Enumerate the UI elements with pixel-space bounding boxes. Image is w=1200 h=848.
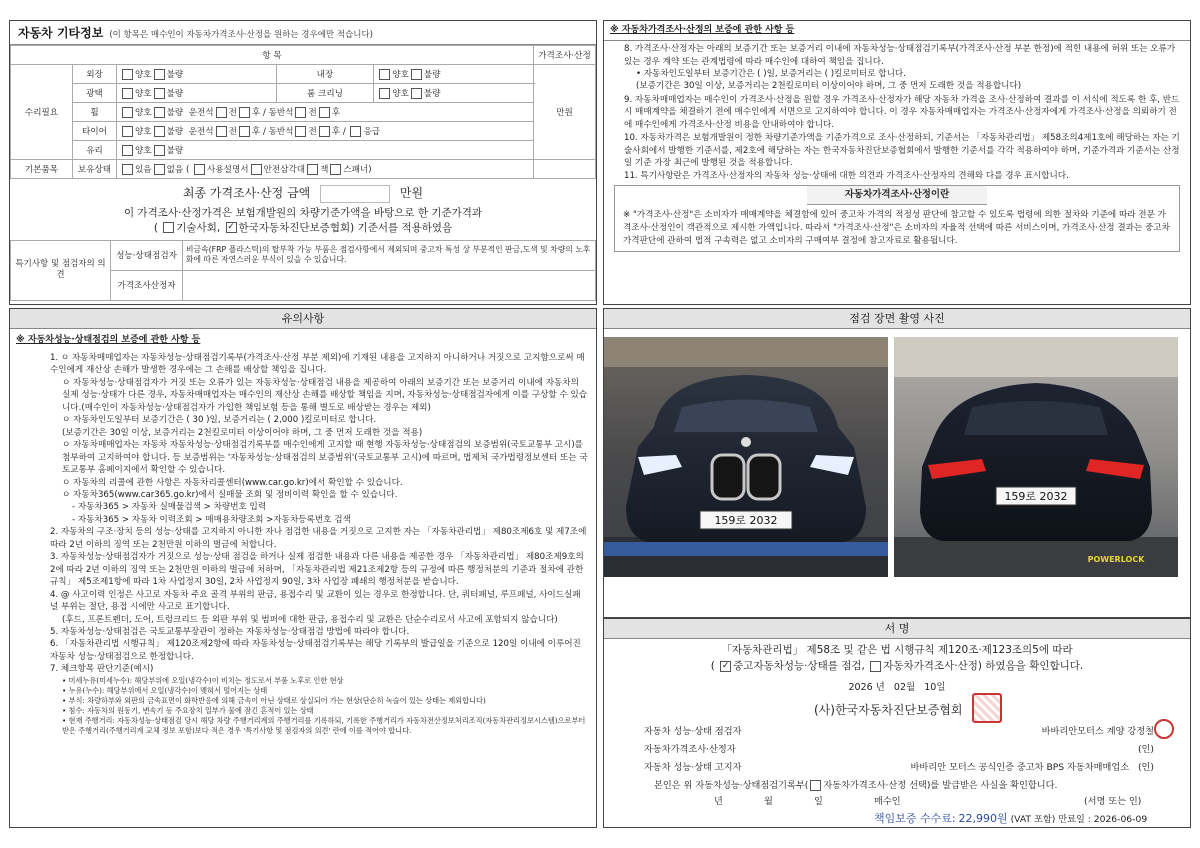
room-good-checkbox[interactable]: [379, 88, 390, 99]
notes-panel: [9, 308, 597, 828]
signature-header: 서 명: [604, 619, 1190, 639]
note-11: 11. 특기사항란은 가격조사·산정자의 자동차 성능·상태에 대한 의견과 가격조사·산정자의 견해와 다를 경우 표시합니다.: [624, 170, 1069, 181]
note-1i: - 자동차365 > 자동차 이력조회 > 매매용차량조회 >자동차등록번호 검색: [72, 514, 351, 525]
no-checkbox[interactable]: [154, 164, 165, 175]
emergency-label: 응급: [363, 127, 381, 137]
triangle-checkbox[interactable]: [251, 164, 262, 175]
note-10: 10. 자동차가격은 보험개발원이 정한 차량기준가액을 기준가격으로 조사·산정하되, 기준서는 「자동차관리법」 제58조의4제1호에 해당하는 자는 기술사회에서 발행한 기준서를, 제2호에 해당하는 자는 한국자동차진단보증협회에서 발행한 기준서를 각각 적용하여야 하며, 기준가격과 기준서는 산정일 기준 가장 최근에 발행된 것을 적용합니다.: [624, 133, 1180, 169]
ymd-day: 일: [814, 796, 823, 807]
polish-bad-checkbox[interactable]: [154, 88, 165, 99]
tire-bad-checkbox[interactable]: [154, 126, 165, 137]
fee-value: 22,990원: [958, 812, 1008, 825]
note-2: 2. 자동차의 구조·장치 등의 성능·상태를 고지하지 아니한 자나 점검한 내용을 거짓으로 고지한 자는 「자동차관리법」 제80조제6호 및 제7조에 따라 2년 이하의 징역 또는 2천만원 이하의 벌금에 처합니다.: [50, 527, 587, 550]
row-polish: 광택: [73, 84, 117, 103]
tire-driver-front-checkbox[interactable]: [216, 126, 227, 137]
note-4b: (후드, 프론트펜더, 도어, 트렁크리드 등 외판 부위 및 범퍼에 대한 판금, 용접수리 및 교환은 단순수리로서 사고에 포함되지 않습니다): [62, 614, 558, 625]
row-interior: 내장: [276, 65, 374, 84]
front-label: 전: [228, 127, 237, 137]
opt-label: 양호: [135, 108, 152, 118]
unit-label: 만원: [534, 65, 596, 160]
r1-value: 바바리안모터스 계양 강정철: [1041, 726, 1154, 737]
opt-label: 불량: [166, 146, 184, 156]
buyer-label: 매수인: [874, 796, 901, 807]
jack-label: 잭: [320, 165, 329, 175]
rear-label: 후: [331, 127, 341, 137]
interior-bad-checkbox[interactable]: [411, 69, 422, 80]
price-inspector-value[interactable]: [183, 270, 596, 300]
polish-good-checkbox[interactable]: [122, 88, 133, 99]
tire-emergency-checkbox[interactable]: [350, 126, 361, 137]
manual-checkbox[interactable]: [194, 164, 205, 175]
yes-checkbox[interactable]: [122, 164, 133, 175]
front-car-image: [604, 337, 888, 577]
fee-note: (VAT 포함): [1010, 814, 1056, 825]
basis-text: 이 가격조사·산정가격은 보험개발원의 차량기준가액을 바탕으로 한 기준가격과 ( 기술사회, ✓ 한국자동차진단보증협회) 기준서를 적용하였음: [10, 206, 596, 236]
col-item: 항 목: [11, 46, 534, 65]
vehicle-info-title: 자동차 기타정보: [18, 26, 104, 40]
note-7a: • 미세누유(미세누수): 해당부위에 오일(냉각수)이 비치는 정도로서 부품 노후로 인한 현상: [62, 675, 344, 685]
wheel-driver-front-checkbox[interactable]: [216, 107, 227, 118]
vehicle-info-subtitle: (이 항목은 매수인이 자동차가격조사·산정을 원하는 경우에만 적습니다): [109, 30, 373, 40]
final-price-unit: 만원: [399, 186, 424, 200]
special-table: [10, 240, 596, 301]
note-3: 3. 자동차성능·상태점검자가 거짓으로 성능·상태 점검을 하거나 실제 점검한 내용과 다른 내용을 제공한 경우 「자동차관리법」 제80조제9호의2에 따라 2년 이하의 징역 또는 2천만원 이하의 벌금에 처하며, 「자동차관리법 제21조제2항 등의 규정에 따른 행정처분의 기준과 절차에 관한 규칙」 제5조제1항에 따라 1차 사업정지 30일, 2차 사업정지 90일, 3차 사업장 폐쇄의 행정처분을 받습니다.: [50, 552, 584, 588]
tech-society-checkbox[interactable]: [163, 222, 174, 233]
date-day: 10일: [924, 682, 946, 693]
final-price-row: [10, 179, 596, 206]
opt-label: 불량: [166, 108, 184, 118]
glass-good-checkbox[interactable]: [122, 145, 133, 156]
opt-label: 불량: [166, 89, 184, 99]
sign-rows: [644, 723, 1184, 777]
opt-label: 불량: [166, 70, 184, 80]
row-glass: 유리: [73, 141, 117, 160]
note-5: 5. 자동차성능·상태점검은 국토교통부장관이 정하는 자동차성능·상태점검 방법에 따라야 합니다.: [50, 626, 410, 637]
sign-line2b: 자동차가격조사·산정) 하였음을 확인합니다.: [883, 660, 1084, 672]
yes-label: 있음: [135, 165, 152, 175]
sign-statement: 「자동차관리법」 제58조 및 같은 법 시행규칙 제120조·제123조의5에 따라 ( ✓ 중고자동차성능·상태를 점검, 자동차가격조사·산정) 하였음을 확인합니다.: [604, 639, 1190, 674]
price-inspector-label: 가격조사산정자: [111, 270, 183, 300]
note-1d: (보증기간은 30일 이상, 보증거리는 2천킬로미터 이상이어야 하며, 그 중 먼저 도래한 것을 적용): [62, 427, 423, 438]
buyer-sign[interactable]: (서명 또는 인): [1084, 796, 1142, 807]
tire-pass-rear-checkbox[interactable]: [319, 126, 330, 137]
rear-label: 후: [251, 127, 261, 137]
price-definition-box: [614, 185, 1180, 252]
row-room-clean: 룸 크리닝: [276, 84, 374, 103]
note-1c: ㅇ 자동차인도일부터 보증기간은 ( 30 )일, 보증거리는 ( 2,000 )킬로미터로 합니다.: [62, 415, 377, 426]
triangle-label: 안전삼각대: [263, 165, 306, 175]
photos-header: 점검 장면 촬영 사진: [604, 309, 1190, 329]
exterior-good-checkbox[interactable]: [122, 69, 133, 80]
basis-kadia: 한국자동차진단보증협회: [238, 221, 351, 234]
notes-section: ※ 자동차성능·상태점검의 보증에 관한 사항 등: [16, 335, 201, 345]
front-photo: [604, 337, 888, 577]
r3-label: 자동차 성능·상태 고지자: [644, 762, 742, 773]
photos-panel: [603, 308, 1191, 618]
r3-value: 바바리안 모터스 공식인증 중고차 BPS 자동차매매업소: [910, 762, 1130, 773]
vehicle-info-header: [10, 21, 596, 45]
notes-header: 유의사항: [10, 309, 596, 329]
note-8: 8. 가격조사·산정자는 아래의 보증기간 또는 보증거리 이내에 자동차성능·상태점검기록부(가격조사·산정 부분 한정)에 적힌 내용에 허위 또는 오류가 있는 경우 계약 또는 관계법령에 따라 매수인에 대하여 책임을 집니다.: [624, 44, 1176, 67]
expire-date: 만료일 : 2026-06-09: [1058, 814, 1148, 825]
tire-good-checkbox[interactable]: [122, 126, 133, 137]
note-1g: ㅇ 자동차365(www.car365.go.kr)에서 실매물 조회 및 정비이력 확인을 할 수 있습니다.: [62, 489, 398, 500]
confirm-row: [654, 777, 1057, 791]
r2-label: 자동차가격조사·산정자: [644, 744, 736, 755]
wheel-bad-checkbox[interactable]: [154, 107, 165, 118]
manual-label: 사용설명서: [207, 165, 249, 175]
basis-tech: 기술사회: [176, 221, 217, 234]
opt-label: 양호: [392, 70, 409, 80]
vehicle-info-table: 항 목 가격조사·산정 수리필요 외장 양호 불량 내장 양호 불량 만원 광택 양호 불량 룸 크리닝 양호 불량 휠 양호 불량 운전석 전 후 / 동반석 전 후 타이어 양호 불량 운전석 전 후 / 동반석 전 후 / 응급 유리 양호 불량 기본품목 보유상태 있음 없음 ( 사용설명서 안전삼각대 잭 스패너): [10, 45, 596, 179]
price-check-checkbox[interactable]: [870, 661, 881, 672]
col-price: 가격조사·산정: [534, 46, 596, 65]
vehicle-info-panel: [9, 20, 597, 305]
note-4: 4. @ 사고이력 인정은 사고로 자동차 주요 골격 부위의 판금, 용접수리 및 교환이 있는 경우로 한정합니다. 단, 쿼터패널, 루프패널, 사이드실패널 부위는 절단, 용접 시에만 사고로 표기합니다.: [50, 589, 581, 613]
glass-bad-checkbox[interactable]: [154, 145, 165, 156]
final-price-label: 최종 가격조사·산정 금액: [182, 186, 311, 200]
notes-list: [10, 348, 596, 736]
note-8a: • 자동차인도일부터 보증기간은 ( )일, 보증거리는 ( )킬로미터로 합니다.: [636, 68, 906, 79]
opt-label: 양호: [135, 127, 152, 137]
kadia-checkbox[interactable]: ✓: [227, 222, 235, 232]
note-7c: • 부식: 차량하부와 외판의 금속표면이 화학반응에 의해 금속이 아닌 상태로 상실되어 가는 현상(단순히 녹슬어 있는 상태는 제외합니다): [62, 695, 486, 705]
ymd-year: 년: [714, 796, 723, 807]
wheel-good-checkbox[interactable]: [122, 107, 133, 118]
date-year: 2026 년: [848, 682, 885, 693]
driver-label: 운전석: [188, 108, 214, 118]
passenger-label: 동반석: [268, 108, 294, 118]
jack-checkbox[interactable]: [307, 164, 318, 175]
opt-label: 불량: [423, 89, 441, 99]
no-label: 없음: [166, 165, 184, 175]
powerlock-sign: POWERLOCK: [1087, 555, 1145, 564]
opt-label: 양호: [135, 70, 152, 80]
wheel-pass-rear-checkbox[interactable]: [319, 107, 330, 118]
front-plate-text: 159로 2032: [714, 514, 778, 527]
price-definition-text: ※ "가격조사·산정"은 소비자가 매매계약을 체결함에 있어 중고차 가격의 적정성 판단에 참고할 수 있도록 법령에 의한 절차와 기준에 따라 전문 가격조사·산정인이 객관적으로 제시한 가액입니다. 따라서 "가격조사·산정"은 소비자의 자율적 선택에 따른 서비스이며, 가격조사·산정 결과는 중고차 가격판단에 관하여 법적 구속력은 없고 소비자의 구매여부 결정에 참고자료로 활용됩니다.: [623, 209, 1170, 246]
driver-label: 운전석: [188, 127, 214, 137]
rear-plate-text: 159로 2032: [1004, 490, 1068, 503]
confirm-text-b: 자동차가격조사·산정 선택)를 발급받은 사실을 확인합니다.: [823, 780, 1058, 791]
spanner-checkbox[interactable]: [330, 164, 341, 175]
inspector-label: 성능·상태점검자: [111, 240, 183, 270]
r3-seal: (인): [1137, 762, 1154, 773]
wheel-driver-rear-checkbox[interactable]: [239, 107, 250, 118]
association-name: (사)한국자동차진단보증협회: [814, 703, 963, 717]
buyer-row: [714, 793, 1174, 807]
date-month: 02월: [893, 682, 916, 693]
basis-line1: 이 가격조사·산정가격은 보험개발원의 차량기준가액을 바탕으로 한 기준가격과: [123, 206, 483, 219]
opt-label: 양호: [135, 146, 152, 156]
signature-panel: [603, 618, 1191, 828]
note-9: 9. 자동차매매업자는 매수인이 가격조사·산정을 원할 경우 가격조사·산정자가 해당 자동차 가격을 조사·산정하여 결과를 이 서식에 적도록 한 후, 반드시 매매계약을 체결하기 전에 매수인에게 서면으로 고지하여야 합니다. 이 경우 자동차매매업자는 가격조사·산정자에게 가격조사·산정을 의뢰하기 전에 매수인에게 가격조사·산정 비용을 안내하여야 합니다.: [624, 94, 1180, 130]
room-bad-checkbox[interactable]: [411, 88, 422, 99]
inspector-note: 비금속(FRP 플라스틱)의 탈부착 가능 부품은 점검사항에서 제외되며 중고차 특성 상 부분적인 판금,도색 및 차량의 노후화에 따른 자연스러운 부식이 있을 수 있습니다.: [183, 240, 596, 270]
sign-line2a: 중고자동차성능·상태를 점검,: [733, 660, 865, 672]
price-definition-title: 자동차가격조사·산정이란: [807, 186, 987, 205]
price-guarantee-title: ※ 자동차가격조사·산정의 보증에 관한 사항 등: [604, 21, 1190, 41]
tire-driver-rear-checkbox[interactable]: [239, 126, 250, 137]
inspector-seal-icon: [1154, 719, 1174, 739]
note-1h: - 자동차365 > 자동차 실매물검색 > 차량번호 입력: [72, 502, 267, 513]
front-label: 전: [308, 108, 317, 118]
sign-line1: 「자동차관리법」 제58조 및 같은 법 시행규칙 제120조·제123조의5에 따라: [721, 644, 1073, 656]
row-exterior: 외장: [73, 65, 117, 84]
note-6: 6. 「자동차관리법 시행규칙」 제120조제2항에 따라 자동차성능·상태점검기록부는 해당 기록부의 발급일을 기준으로 120일 이내에 이루어진 자동차 성능·상태점검으로 한정합니다.: [50, 639, 581, 662]
exterior-bad-checkbox[interactable]: [154, 69, 165, 80]
note-7e: • 현재 주행거리: 자동차성능·상태점검 당시 해당 차량 주행거리계의 주행거리를 기록하되, 기록한 주행거리가 자동차전산정보처리조직(자동차관리정보시스템)으로부터 받은 주행거리(주행거리계 교체 정보 포함)보다 적은 경우 '특기사항 및 점검자의 의견' 란에 이를 적어야 합니다.: [62, 716, 586, 736]
price-guarantee-panel: [603, 20, 1191, 305]
opt-label: 양호: [135, 89, 152, 99]
perf-check-checkbox[interactable]: ✓: [721, 660, 730, 671]
note-7: 7. 체크항목 판단기준(예시): [50, 664, 154, 675]
row-possession: 보유상태: [73, 160, 117, 179]
special-label: 특기사항 및 점검자의 의견: [11, 240, 111, 300]
r2-value: (인): [1137, 744, 1154, 755]
rear-car-image: [894, 337, 1178, 577]
opt-label: 양호: [392, 89, 409, 99]
wheel-pass-front-checkbox[interactable]: [295, 107, 306, 118]
note-7b: • 누유(누수): 해당부위에서 오일(냉각수)이 맺혀서 떨어지는 상태: [62, 685, 268, 695]
fee-row: [874, 810, 1147, 826]
association-row: [814, 701, 962, 718]
basis-line4: 기준서를 적용하였음: [357, 221, 453, 234]
repair-label: 수리필요: [11, 65, 73, 160]
front-label: 전: [308, 127, 317, 137]
note-8b: (보증기간은 30일 이상, 보증거리는 2천킬로미터 이상이어야 하며, 그 중 먼저 도래한 것을 적용합니다): [636, 81, 1022, 92]
price-guarantee-notes: [604, 41, 1190, 182]
row-tire: 타이어: [73, 122, 117, 141]
association-seal-icon: [972, 693, 1002, 723]
fee-label: 책임보증 수수료:: [874, 812, 956, 825]
note-1f: ㅇ 자동차의 리콜에 관한 사항은 자동차리콜센터(www.car.go.kr)에서 확인할 수 있습니다.: [62, 477, 403, 488]
row-wheel: 휠: [73, 103, 117, 122]
ymd-month: 월: [764, 796, 773, 807]
final-price-input[interactable]: [320, 185, 390, 203]
opt-label: 불량: [166, 127, 184, 137]
confirm-checkbox[interactable]: [810, 780, 821, 791]
rear-label: 후: [251, 108, 261, 118]
basic-label: 기본품목: [11, 160, 73, 179]
rear-label: 후: [331, 108, 341, 118]
interior-good-checkbox[interactable]: [379, 69, 390, 80]
passenger-label: 동반석: [268, 127, 294, 137]
tire-pass-front-checkbox[interactable]: [295, 126, 306, 137]
note-1: 1. ㅇ 자동차매매업자는 자동차성능·상태점검기록부(가격조사·산정 부분 제외)에 기재된 내용을 고지하지 아니하거나 거짓으로 고지함으로써 매수인에게 재산상 손해가 발생한 경우에는 그 손해를 배상할 책임을 집니다.: [50, 353, 585, 376]
front-label: 전: [228, 108, 237, 118]
note-1b: ㅇ 자동차성능·상태점검자가 거짓 또는 오류가 있는 자동차성능·상태점검 내용을 제공하여 아래의 보증기간 또는 보증거리 이내에 자동차의 실제 성능·상태가 다른 경우, 자동차매매업자는 매수인의 재산상 손해를 배상할 책임을 지며, 자동차성능·상태점검자에게 이를 구상할 수 있습니다.(매수인이 자동차성능·상태점검자가 가입한 책임보험 등을 통해 별도로 배상받는 경우는 제외): [62, 377, 588, 413]
opt-label: 불량: [423, 70, 441, 80]
spanner-label: 스패너: [343, 165, 369, 175]
sign-date: [604, 679, 1190, 693]
note-7d: • 침수: 자동차의 원동기, 변속기 등 주요장치 일부가 물에 잠긴 흔적이 있는 상태: [62, 706, 314, 716]
r1-label: 자동차 성능·상태 점검자: [644, 726, 742, 737]
confirm-text: 본인은 위 자동차성능·상태점검기록부(: [654, 780, 809, 791]
note-1e: ㅇ 자동차매매업자는 자동차 자동차성능·상태점검기록부를 매수인에게 고지할 때 현행 자동차성능·상태점검의 보증범위(국토교통부 고시)를 첨부하여 고지하여야 합니다. 등 보증범위는 '자동차성능·상태점검의 보증범위'(국토교통부 고시)에 따르며, 법제처 국가법령정보센터 또는 국토교통부 홈페이지에서 확인할 수 있습니다.: [62, 440, 588, 476]
rear-photo: [894, 337, 1178, 577]
